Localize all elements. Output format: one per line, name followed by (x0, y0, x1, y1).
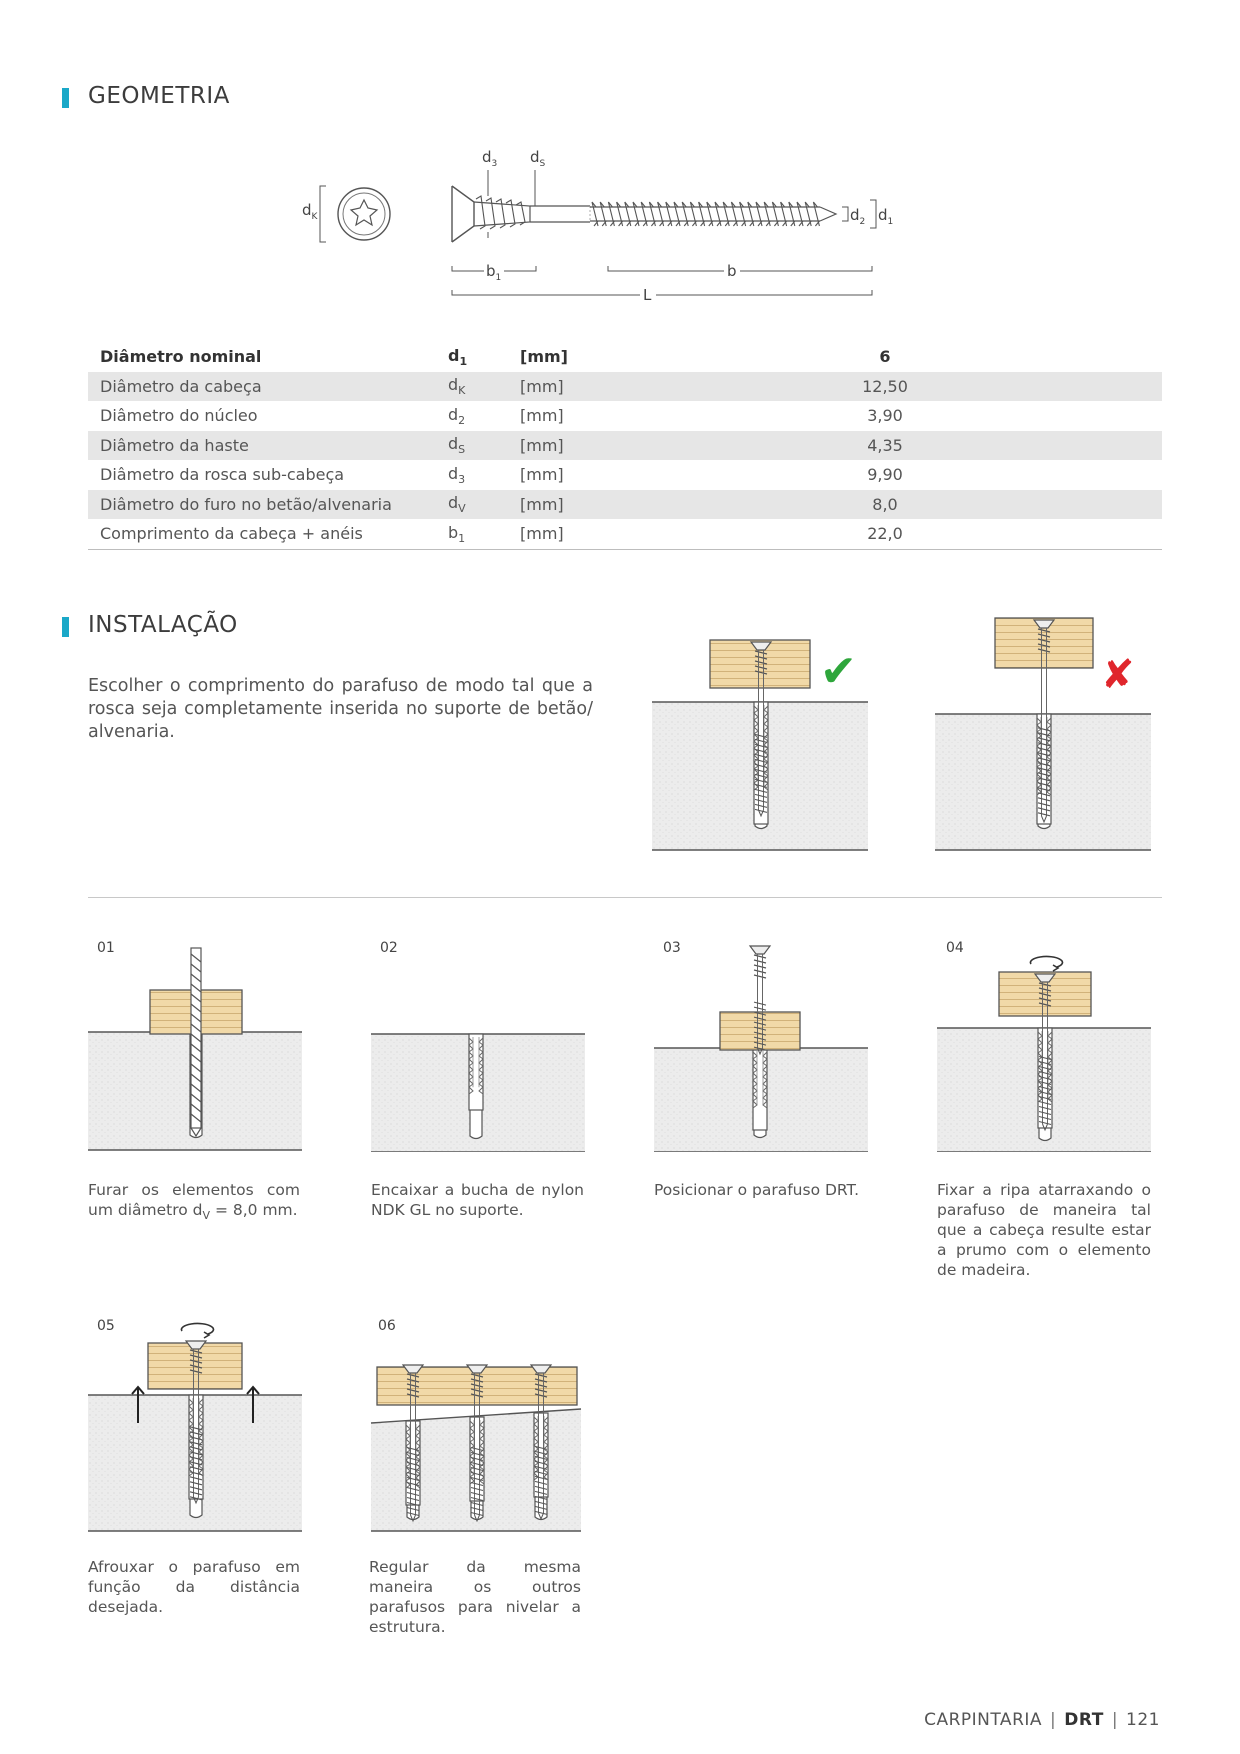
table-row (88, 460, 1162, 490)
table-cell-symbol: $b_1$ (448, 519, 520, 549)
wood-batten (720, 1012, 800, 1050)
table-cell-symbol: $d_V$ (448, 490, 520, 520)
table-cell-name: Diâmetro nominal (100, 347, 262, 367)
table-cell-symbol: $d_2$ (448, 404, 466, 427)
step-05-illustration (88, 1305, 302, 1533)
section-marker (62, 88, 69, 108)
table-cell-unit: [mm] (520, 347, 568, 367)
step-caption: Fixar a ripa atarraxando o parafuso de maneira tal que a cabeça resulte estar a prumo com o elemento de madeira. (937, 1181, 1151, 1279)
step-number: 06 (378, 1318, 396, 1334)
page-number: 121 (1126, 1710, 1160, 1730)
cross-icon: ✘ (1101, 652, 1135, 698)
table-cell-value: 12,50 (820, 372, 950, 402)
d1-label: $d_1$ (878, 206, 894, 227)
table-cell-value: 4,35 (820, 431, 950, 461)
table-row (88, 519, 1162, 549)
step-number: 01 (97, 940, 115, 956)
nylon-anchor (469, 1034, 483, 1110)
table-cell-symbol: $d_K$ (448, 372, 520, 402)
installation-title: INSTALAÇÃO (88, 612, 238, 638)
nylon-anchor (753, 1048, 767, 1130)
rotation-arrow-icon (181, 1323, 213, 1338)
table-cell-name: Diâmetro do furo no betão/alvenaria (88, 490, 448, 520)
table-cell-value: 9,90 (867, 465, 903, 485)
footer-product: DRT (1064, 1710, 1104, 1730)
specification-table (88, 342, 1162, 550)
page-footer: CARPINTARIA | DRT | 121 (924, 1710, 1160, 1730)
step-03-illustration (654, 930, 868, 1152)
table-cell-unit: [mm] (520, 372, 820, 402)
step-number: 03 (663, 940, 681, 956)
table-cell-symbol: $d_1$ (448, 345, 468, 368)
step-caption: Furar os elementos com um diâmetro $d_V = 8,0$ mm. (88, 1181, 300, 1222)
step-caption: Encaixar a bucha de nylon NDK GL no suporte. (371, 1181, 584, 1219)
ds-label: $d_S$ (530, 150, 546, 169)
geometry-title: GEOMETRIA (88, 83, 230, 109)
step-02-illustration (371, 930, 585, 1152)
d3-label: $d_3$ (482, 150, 498, 169)
drill-bit-icon (191, 948, 201, 1136)
footer-category: CARPINTARIA (924, 1710, 1043, 1730)
table-cell-unit: [mm] (520, 431, 820, 461)
table-row (88, 431, 1162, 461)
table-cell-unit: [mm] (520, 490, 820, 520)
table-cell-symbol: $d_3$ (448, 463, 466, 486)
d2-label: $d_2$ (850, 206, 866, 227)
table-cell-value: 6 (879, 347, 891, 367)
table-cell-name: Diâmetro da cabeça (88, 372, 448, 402)
step-01-illustration (88, 930, 302, 1152)
correct-installation-illustration (652, 630, 870, 852)
installation-intro-text: Escolher o comprimento do parafuso de modo tal que a rosca seja completamente inserida no suporte de betão/ alvenaria. (88, 676, 593, 742)
check-icon: ✔ (820, 646, 857, 697)
step-04-illustration (937, 930, 1151, 1152)
table-row (88, 401, 1162, 431)
rotation-arrow-icon (1030, 956, 1062, 971)
b-label: b (727, 262, 737, 280)
wrong-installation-illustration (935, 612, 1153, 852)
dk-label: $d_K$ (302, 201, 318, 222)
table-cell-value: 8,0 (820, 490, 950, 520)
table-cell-value: 3,90 (867, 406, 903, 426)
table-cell-symbol: $d_S$ (448, 431, 520, 461)
table-cell-name: Diâmetro da rosca sub-cabeça (100, 465, 345, 485)
step-caption: Afrouxar o parafuso em função da distância desejada. (88, 1558, 300, 1616)
table-cell-name: Comprimento da cabeça + anéis (88, 519, 448, 549)
section-marker (62, 617, 69, 637)
b1-label: $b_1$ (486, 262, 502, 283)
table-cell-name: Diâmetro do núcleo (100, 406, 258, 426)
table-cell-name: Diâmetro da haste (88, 431, 448, 461)
table-cell-unit: [mm] (520, 465, 564, 485)
table-header-row (88, 342, 1162, 372)
table-row (88, 372, 1162, 402)
table-cell-value: 22,0 (820, 519, 950, 549)
step-caption: Posicionar o parafuso DRT. (654, 1181, 860, 1199)
step-number: 02 (380, 940, 398, 956)
step-number: 05 (97, 1318, 115, 1334)
table-row (88, 490, 1162, 520)
screw-geometry-diagram (290, 150, 950, 310)
step-06-illustration (369, 1305, 583, 1533)
table-cell-unit: [mm] (520, 519, 820, 549)
section-divider (88, 897, 1162, 898)
screw-head-icon (338, 188, 390, 240)
step-number: 04 (946, 940, 964, 956)
step-caption: Regular da mesma maneira os outros parafusos para nivelar a estrutura. (369, 1558, 581, 1636)
table-cell-unit: [mm] (520, 406, 564, 426)
l-label: L (643, 286, 652, 304)
